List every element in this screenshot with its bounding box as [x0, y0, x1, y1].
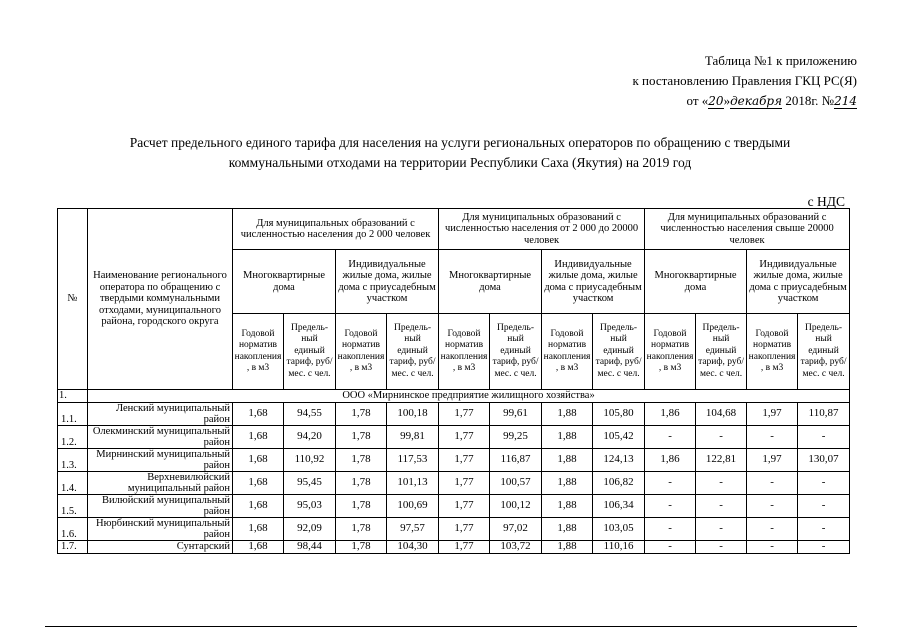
row-district-name: Ленский муниципальный район [88, 403, 233, 426]
row-district-name: Вилюйский муниципальный район [88, 495, 233, 518]
group-header-over-20000: Для муниципальных образований с численностью населения свыше 20000 человек [645, 209, 850, 250]
tariff-value-cell: 105,80 [593, 403, 645, 426]
row-number: 1.6. [58, 518, 88, 541]
tariff-value-cell: 97,57 [387, 518, 439, 541]
norm-value-cell: 1,88 [542, 495, 593, 518]
norm-value-cell: 1,88 [542, 449, 593, 472]
tariff-value-cell: 98,44 [284, 541, 336, 554]
norm-value-cell: - [645, 518, 696, 541]
norm-value-cell: 1,68 [233, 518, 284, 541]
tariff-value-cell: 104,30 [387, 541, 439, 554]
norm-value-cell: 1,78 [336, 403, 387, 426]
tariff-value-cell: 106,34 [593, 495, 645, 518]
leaf-tariff-header: Предель-ный единый тариф, руб/мес. с чел. [798, 314, 850, 390]
row-number: 1.7. [58, 541, 88, 554]
leaf-tariff-header: Предель-ный единый тариф, руб/мес. с чел. [593, 314, 645, 390]
tariff-value-cell: 101,13 [387, 472, 439, 495]
row-district-name: Мирнинский муниципальный район [88, 449, 233, 472]
row-number: 1.1. [58, 403, 88, 426]
leaf-norm-header: Годовой норматив накопления , в м3 [439, 314, 490, 390]
norm-value-cell: 1,68 [233, 541, 284, 554]
norm-value-cell: 1,68 [233, 472, 284, 495]
norm-value-cell: 1,77 [439, 495, 490, 518]
norm-value-cell: 1,77 [439, 403, 490, 426]
document-title [60, 133, 860, 173]
subgroup-individual-houses: Индивидуальные жилые дома, жилые дома с приусадебным участком [336, 250, 439, 314]
leaf-norm-header: Годовой норматив накопления , в м3 [747, 314, 798, 390]
vat-note: с НДС [807, 194, 845, 209]
leaf-norm-header: Годовой норматив накопления , в м3 [645, 314, 696, 390]
appendix-table-label: Таблица №1 к приложению [704, 53, 857, 68]
row-district-name: Олекминский муниципальный район [88, 426, 233, 449]
tariff-value-cell: 103,72 [490, 541, 542, 554]
norm-value-cell: - [747, 495, 798, 518]
table-row [58, 541, 850, 554]
tariff-value-cell: 100,12 [490, 495, 542, 518]
row-district-name: Нюрбинский муниципальный район [88, 518, 233, 541]
row-number: 1.5. [58, 495, 88, 518]
table-row [58, 495, 850, 518]
tariff-value-cell: 94,55 [284, 403, 336, 426]
subgroup-apartment-buildings: Многоквартирные дома [233, 250, 336, 314]
page-bottom-rule [45, 626, 857, 627]
tariff-value-cell: 104,68 [696, 403, 747, 426]
tariff-value-cell: 103,05 [593, 518, 645, 541]
norm-value-cell: 1,78 [336, 472, 387, 495]
leaf-tariff-header: Предель-ный единый тариф, руб/мес. с чел. [284, 314, 336, 390]
tariff-value-cell: - [798, 495, 850, 518]
norm-value-cell: 1,88 [542, 426, 593, 449]
leaf-norm-header: Годовой норматив накопления , в м3 [233, 314, 284, 390]
tariff-value-cell: - [696, 495, 747, 518]
norm-value-cell: 1,78 [336, 495, 387, 518]
subgroup-individual-houses: Индивидуальные жилые дома, жилые дома с приусадебным участком [542, 250, 645, 314]
norm-value-cell: 1,78 [336, 449, 387, 472]
table-row [58, 472, 850, 495]
section-row [58, 390, 850, 403]
norm-value-cell: - [747, 472, 798, 495]
norm-value-cell: 1,77 [439, 449, 490, 472]
table-row [58, 449, 850, 472]
row-number: 1.4. [58, 472, 88, 495]
tariff-value-cell: 106,82 [593, 472, 645, 495]
norm-value-cell: 1,68 [233, 449, 284, 472]
row-number: 1.2. [58, 426, 88, 449]
norm-value-cell: 1,88 [542, 518, 593, 541]
leaf-norm-header: Годовой норматив накопления , в м3 [336, 314, 387, 390]
handwritten-day: 20 [708, 94, 724, 108]
norm-value-cell: 1,68 [233, 403, 284, 426]
tariff-value-cell: 110,87 [798, 403, 850, 426]
tariff-value-cell: - [798, 426, 850, 449]
tariff-value-cell: 99,25 [490, 426, 542, 449]
handwritten-number: 214 [834, 94, 857, 108]
tariff-value-cell: 122,81 [696, 449, 747, 472]
subgroup-apartment-buildings: Многоквартирные дома [645, 250, 747, 314]
norm-value-cell: 1,88 [542, 403, 593, 426]
subgroup-individual-houses: Индивидуальные жилые дома, жилые дома с приусадебным участком [747, 250, 850, 314]
tariff-value-cell: 124,13 [593, 449, 645, 472]
norm-value-cell: - [645, 541, 696, 554]
resolution-date-number [687, 92, 857, 110]
norm-value-cell: 1,77 [439, 472, 490, 495]
tariff-value-cell: 94,20 [284, 426, 336, 449]
tariff-value-cell: 100,18 [387, 403, 439, 426]
title-line-1: Расчет предельного единого тарифа для населения на услуги региональных операторов по обращению с твердыми [129, 135, 791, 150]
section-operator-name: ООО «Мирнинское предприятие жилищного хозяйства» [88, 390, 850, 403]
section-number: 1. [58, 390, 88, 403]
tariff-value-cell: - [696, 472, 747, 495]
norm-value-cell: 1,97 [747, 449, 798, 472]
tariff-value-cell: 99,61 [490, 403, 542, 426]
tariff-value-cell: - [798, 541, 850, 554]
tariff-value-cell: 130,07 [798, 449, 850, 472]
norm-value-cell: 1,68 [233, 495, 284, 518]
tariff-value-cell: 117,53 [387, 449, 439, 472]
norm-value-cell: 1,86 [645, 403, 696, 426]
tariff-value-cell: 95,03 [284, 495, 336, 518]
tariff-value-cell: 92,09 [284, 518, 336, 541]
resolution-reference: к постановлению Правления ГКЦ РС(Я) [632, 73, 857, 88]
table-row [58, 518, 850, 541]
norm-value-cell: 1,77 [439, 541, 490, 554]
handwritten-month: декабря [730, 94, 783, 108]
norm-value-cell: 1,78 [336, 518, 387, 541]
tariff-value-cell: 100,69 [387, 495, 439, 518]
tariff-value-cell: 105,42 [593, 426, 645, 449]
norm-value-cell: 1,86 [645, 449, 696, 472]
date-mid: » [723, 93, 731, 108]
tariff-value-cell: 116,87 [490, 449, 542, 472]
tariff-value-cell: - [798, 518, 850, 541]
column-number-header: № [58, 209, 88, 390]
norm-value-cell: - [645, 495, 696, 518]
column-name-header: Наименование регионального оператора по обращению с твердыми коммунальными отходами, муниципального района, городского округа [88, 209, 233, 390]
leaf-tariff-header: Предель-ный единый тариф, руб/мес. с чел. [387, 314, 439, 390]
group-header-2000-20000: Для муниципальных образований с численностью населения от 2 000 до 20000 человек [439, 209, 645, 250]
tariff-value-cell: - [696, 541, 747, 554]
tariff-value-cell: 95,45 [284, 472, 336, 495]
norm-value-cell: - [747, 426, 798, 449]
tariff-value-cell: - [696, 426, 747, 449]
norm-value-cell: 1,97 [747, 403, 798, 426]
norm-value-cell: 1,78 [336, 426, 387, 449]
norm-value-cell: - [747, 541, 798, 554]
row-number: 1.3. [58, 449, 88, 472]
tariff-value-cell: 100,57 [490, 472, 542, 495]
norm-value-cell: 1,88 [542, 541, 593, 554]
norm-value-cell: - [747, 518, 798, 541]
norm-value-cell: 1,78 [336, 541, 387, 554]
tariff-value-cell: 99,81 [387, 426, 439, 449]
norm-value-cell: - [645, 426, 696, 449]
table-row [58, 426, 850, 449]
date-prefix: от « [686, 93, 709, 108]
leaf-norm-header: Годовой норматив накопления , в м3 [542, 314, 593, 390]
table-header-groups [58, 209, 850, 250]
row-district-name: Сунтарский [88, 541, 233, 554]
tariff-value-cell: - [696, 518, 747, 541]
row-district-name: Верхневилюйский муниципальный район [88, 472, 233, 495]
subgroup-apartment-buildings: Многоквартирные дома [439, 250, 542, 314]
norm-value-cell: 1,77 [439, 426, 490, 449]
leaf-tariff-header: Предель-ный единый тариф, руб/мес. с чел. [490, 314, 542, 390]
group-header-under-2000: Для муниципальных образований с численностью населения до 2 000 человек [233, 209, 439, 250]
norm-value-cell: - [645, 472, 696, 495]
norm-value-cell: 1,68 [233, 426, 284, 449]
norm-value-cell: 1,88 [542, 472, 593, 495]
table-row [58, 403, 850, 426]
norm-value-cell: 1,77 [439, 518, 490, 541]
tariff-table [57, 208, 850, 554]
tariff-value-cell: 110,16 [593, 541, 645, 554]
tariff-value-cell: - [798, 472, 850, 495]
date-year: 2018г. № [782, 93, 835, 108]
tariff-value-cell: 110,92 [284, 449, 336, 472]
leaf-tariff-header: Предель-ный единый тариф, руб/мес. с чел. [696, 314, 747, 390]
title-line-2: коммунальными отходами на территории Республики Саха (Якутия) на 2019 год [228, 155, 692, 170]
tariff-value-cell: 97,02 [490, 518, 542, 541]
